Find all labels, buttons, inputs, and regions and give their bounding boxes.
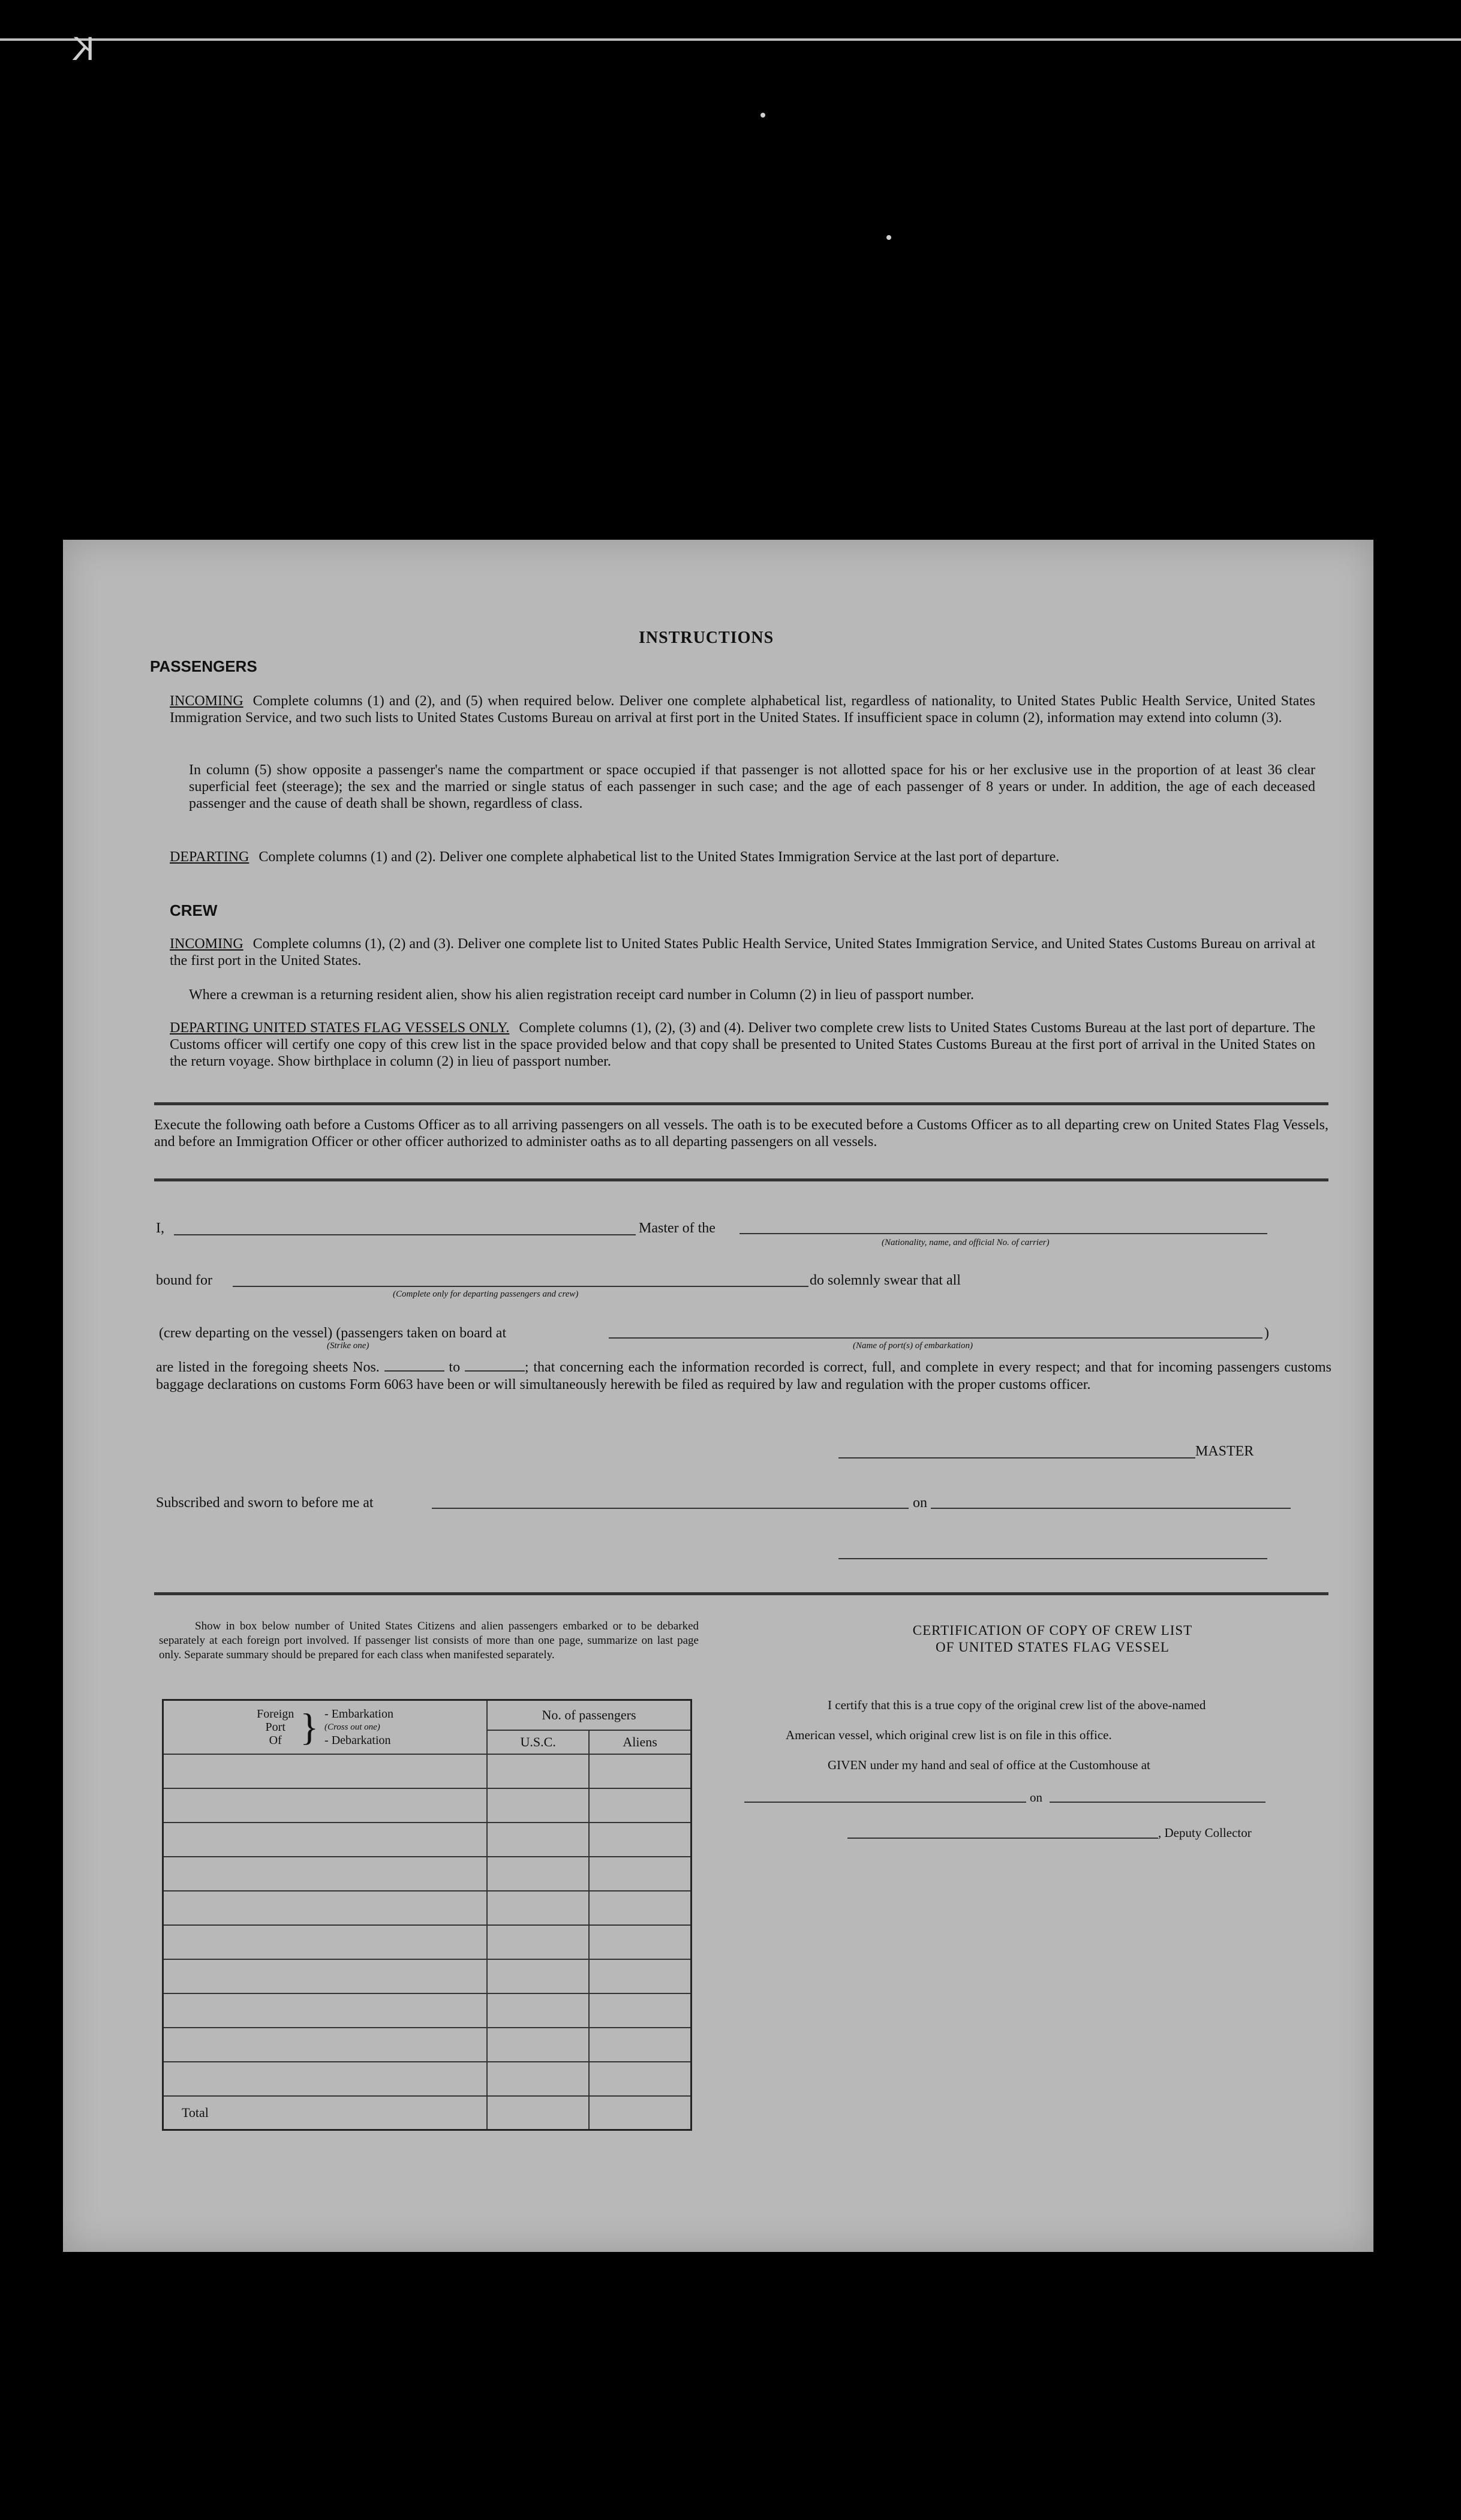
port-cell[interactable] — [163, 1925, 488, 1959]
port-cell[interactable] — [163, 1823, 488, 1857]
table-row — [163, 1823, 692, 1857]
carrier-caption: (Nationality, name, and official No. of carrier) — [882, 1238, 1050, 1247]
certification-on-label: on — [1030, 1790, 1042, 1805]
table-row — [163, 2028, 692, 2062]
officer-signature-field[interactable] — [838, 1558, 1267, 1559]
sworn-on-label: on — [913, 1495, 927, 1511]
embarkation-ports-field[interactable] — [609, 1337, 1262, 1339]
passengers-heading: PASSENGERS — [150, 657, 257, 675]
scan-speck — [886, 235, 891, 240]
certification-date-field[interactable] — [1050, 1802, 1265, 1803]
aliens-cell[interactable] — [589, 1925, 691, 1959]
usc-cell[interactable] — [487, 1857, 589, 1891]
port-header-cell — [163, 1700, 488, 1754]
port-cell[interactable] — [163, 1788, 488, 1823]
customhouse-field[interactable] — [744, 1802, 1026, 1803]
aliens-cell[interactable] — [589, 2028, 691, 2062]
total-label: Total — [163, 2096, 488, 2130]
foreign-label: Foreign — [257, 1707, 294, 1721]
crew-incoming-label: INCOMING — [170, 936, 244, 952]
aliens-cell[interactable] — [589, 1959, 691, 1993]
port-cell[interactable] — [163, 2062, 488, 2096]
table-row — [163, 1788, 692, 1823]
close-paren: ) — [1264, 1325, 1269, 1341]
passengers-incoming-text: Complete columns (1) and (2), and (5) when required below. Deliver one complete alphabetical list, regardless of nationality, to United States Public Health Service, United States Immigration Service, and two such lists to United States Customs Bureau on arrival at first port in the United States. If insufficient space in column (2), information may extend into column (3). — [170, 693, 1315, 726]
section-rule — [154, 1102, 1328, 1105]
passengers-departing-text: Complete columns (1) and (2). Deliver one complete alphabetical list to the United States Immigration Service at the last port of departure. — [258, 849, 1060, 865]
table-row — [163, 2062, 692, 2096]
crew-departing-text: Complete columns (1), (2), (3) and (4). Deliver two complete crew lists to United States Customs Bureau at the last port of departure. The Customs officer will certify one copy of this crew list in the space provided below and that copy shall be presented to United States Customs Bureau at the first port of arrival in the United States on the return voyage. Show birthplace in column (2) in lieu of passport number. — [170, 1020, 1316, 1069]
usc-cell[interactable] — [487, 1788, 589, 1823]
cross-out-label: (Cross out one) — [324, 1722, 380, 1732]
usc-cell[interactable] — [487, 1754, 589, 1788]
usc-cell[interactable] — [487, 1925, 589, 1959]
master-name-field[interactable] — [174, 1234, 636, 1235]
usc-cell[interactable] — [487, 1993, 589, 2028]
section-rule — [154, 1178, 1328, 1181]
table-row — [163, 1993, 692, 2028]
table-row — [163, 1857, 692, 1891]
master-of-label: Master of the — [639, 1220, 716, 1236]
deputy-collector-label: , Deputy Collector — [1158, 1826, 1252, 1840]
no-passengers-header: No. of passengers — [487, 1700, 691, 1730]
brace-icon: } — [300, 1705, 319, 1748]
aliens-cell[interactable] — [589, 1788, 691, 1823]
master-label: MASTER — [1195, 1444, 1254, 1459]
passengers-incoming-paragraph — [170, 693, 1315, 726]
aliens-cell[interactable] — [589, 1754, 691, 1788]
usc-cell[interactable] — [487, 2028, 589, 2062]
table-row — [163, 1959, 692, 1993]
sheet-from-field[interactable] — [384, 1370, 444, 1372]
aliens-total-cell[interactable] — [589, 2096, 691, 2130]
document-page — [63, 540, 1373, 2252]
table-row — [163, 1754, 692, 1788]
certify-line2: American vessel, which original crew list is on file in this office. — [786, 1728, 1112, 1742]
crew-heading: CREW — [170, 901, 218, 919]
port-cell[interactable] — [163, 1754, 488, 1788]
port-cell[interactable] — [163, 1959, 488, 1993]
table-row — [163, 1925, 692, 1959]
certification-text — [786, 1690, 1325, 1780]
scan-speck — [760, 113, 765, 118]
summary-instructions: Show in box below number of United States Citizens and alien passengers embarked or to be debarked separately at each foreign port involved. If passenger list consists of more than one page, summarize on last page only. Separate summary should be prepared for each class when manifested separately. — [159, 1620, 699, 1661]
swear-text: do solemnly swear that all — [810, 1273, 961, 1288]
section-rule — [154, 1592, 1328, 1595]
aliens-cell[interactable] — [589, 1993, 691, 2028]
certification-title — [777, 1622, 1328, 1656]
crew-incoming-paragraph — [170, 936, 1315, 969]
bound-for-field[interactable] — [233, 1286, 808, 1287]
usc-cell[interactable] — [487, 2062, 589, 2096]
crew-departing-label: DEPARTING UNITED STATES FLAG VESSELS ONLY. — [170, 1020, 510, 1036]
crew-resident-paragraph: Where a crewman is a returning resident alien, show his alien registration receipt card number in Column (2) in lieu of passport number. — [189, 987, 974, 1003]
aliens-cell[interactable] — [589, 1823, 691, 1857]
usc-cell[interactable] — [487, 1891, 589, 1925]
scan-top-rule — [0, 38, 1461, 41]
sworn-place-field[interactable] — [432, 1508, 909, 1509]
carrier-field[interactable] — [739, 1233, 1267, 1234]
oath-intro: Execute the following oath before a Customs Officer as to all arriving passengers on all vessels. The oath is to be executed before a Customs Officer as to all departing crew on United States Flag Vessels, and before an Immigration Officer or other officer authorized to administer oaths as to all departing passengers on all vessels. — [154, 1117, 1328, 1150]
certification-title-line2: OF UNITED STATES FLAG VESSEL — [936, 1640, 1170, 1655]
master-signature-field[interactable] — [838, 1457, 1195, 1459]
certify-line1: I certify that this is a true copy of the original crew list of the above-named — [828, 1698, 1206, 1712]
crew-departing-paragraph — [170, 1020, 1315, 1070]
port-cell[interactable] — [163, 2028, 488, 2062]
oath-i-label: I, — [156, 1220, 164, 1236]
embarkation-label: - Embarkation — [324, 1707, 393, 1721]
passengers-departing-paragraph — [170, 849, 1315, 865]
departing-caption: (Complete only for departing passengers and crew) — [393, 1289, 579, 1299]
listed-post: ; that concerning each the information recorded is correct, full, and complete in every respect; and that for incoming passengers customs baggage declarations on customs Form 6063 have been or will simultaneously herewith be filed as required by law and regulation with the proper customs officer. — [156, 1360, 1331, 1393]
listed-to: to — [449, 1360, 461, 1375]
strike-one-caption: (Strike one) — [327, 1341, 369, 1351]
crew-departing-text-oath: (crew departing on the vessel) (passengers taken on board at — [159, 1325, 507, 1341]
sheet-to-field[interactable] — [465, 1370, 525, 1372]
passengers-incoming-label: INCOMING — [170, 693, 244, 709]
usc-total-cell[interactable] — [487, 2096, 589, 2130]
given-line: GIVEN under my hand and seal of office at the Customhouse at — [828, 1758, 1150, 1772]
table-row — [163, 1891, 692, 1925]
usc-cell[interactable] — [487, 1959, 589, 1993]
debarkation-label: - Debarkation — [324, 1733, 391, 1747]
passengers-departing-label: DEPARTING — [170, 849, 249, 865]
aliens-header: Aliens — [589, 1730, 691, 1754]
certification-title-line1: CERTIFICATION OF COPY OF CREW LIST — [912, 1623, 1193, 1638]
port-cell[interactable] — [163, 1891, 488, 1925]
port-cell[interactable] — [163, 1993, 488, 2028]
passenger-summary-table — [162, 1699, 692, 2131]
aliens-cell[interactable] — [589, 1891, 691, 1925]
listed-paragraph — [156, 1359, 1331, 1394]
total-row — [163, 2096, 692, 2130]
port-label: Port — [265, 1720, 285, 1734]
listed-pre: are listed in the foregoing sheets Nos. — [156, 1360, 380, 1375]
document-title: INSTRUCTIONS — [639, 629, 774, 647]
usc-header: U.S.C. — [487, 1730, 589, 1754]
usc-cell[interactable] — [487, 1823, 589, 1857]
deputy-signature-field[interactable] — [847, 1838, 1158, 1839]
of-label: Of — [269, 1733, 282, 1747]
crew-incoming-text: Complete columns (1), (2) and (3). Deliver one complete list to United States Public Health Service, United States Immigration Service, and United States Customs Bureau on arrival at the first port in the United States. — [170, 936, 1315, 969]
subscribed-label: Subscribed and sworn to before me at — [156, 1495, 374, 1511]
aliens-cell[interactable] — [589, 1857, 691, 1891]
sworn-date-field[interactable] — [931, 1508, 1291, 1509]
bound-for-label: bound for — [156, 1273, 212, 1288]
aliens-cell[interactable] — [589, 2062, 691, 2096]
passengers-column5-paragraph: In column (5) show opposite a passenger's name the compartment or space occupied if that passenger is not allotted space for his or her exclusive use in the proportion of at least 36 clear superficial feet (steerage); the sex and the married or single status of each passenger in such case; and the age of each passenger of 8 years or under. In addition, the age of each deceased passenger and the cause of death shall be shown, regardless of class. — [189, 762, 1315, 811]
corner-mark: K — [72, 29, 95, 67]
port-cell[interactable] — [163, 1857, 488, 1891]
ports-caption: (Name of port(s) of embarkation) — [853, 1341, 973, 1351]
